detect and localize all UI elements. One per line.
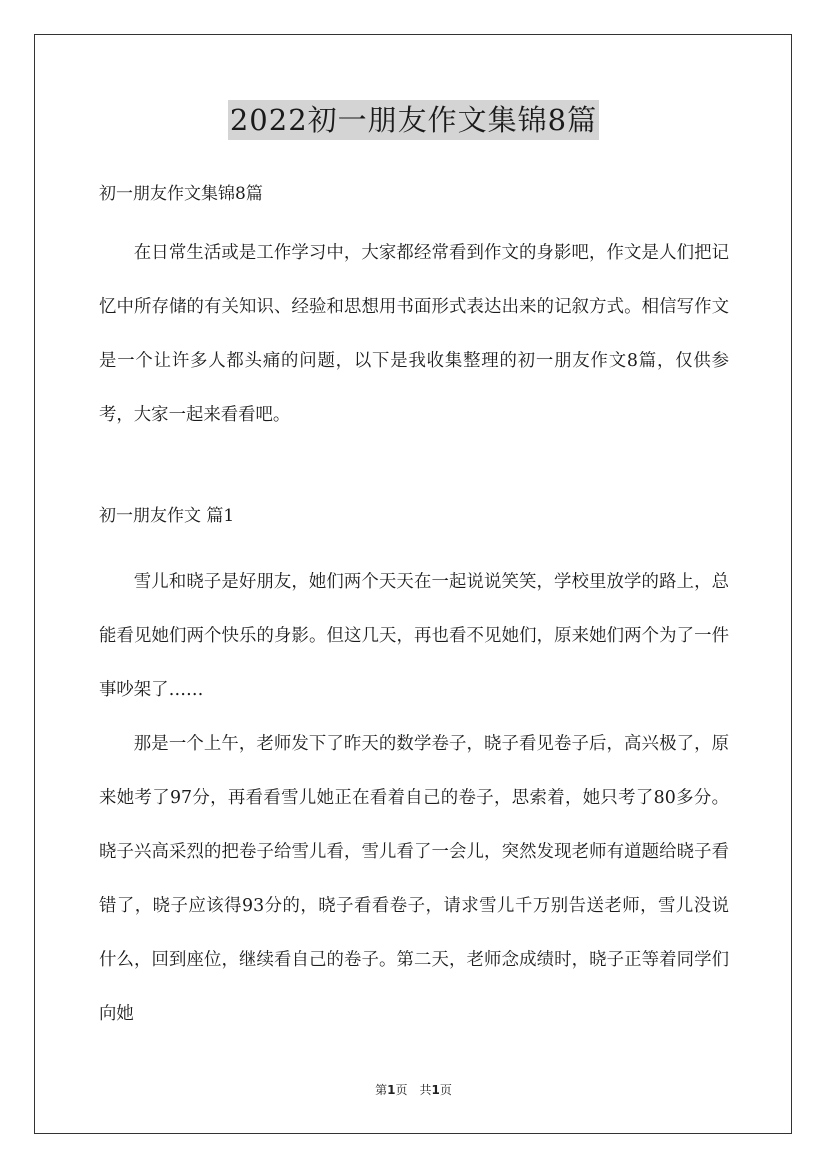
section-paragraph: 雪儿和晓子是好朋友，她们两个天天在一起说说笑笑，学校里放学的路上，总能看见她们两个快乐的身影。但这几天，再也看不见她们，原来她们两个为了一件事吵架了……: [99, 572, 729, 700]
document-title: 2022初一朋友作文集锦8篇: [228, 100, 599, 140]
total-label-suffix: 页: [439, 1083, 452, 1097]
page-number: 1: [387, 1083, 396, 1097]
section-paragraph: 那是一个上午，老师发下了昨天的数学卷子，晓子看见卷子后，高兴极了，原来她考了97分，再看看雪儿她正在看着自己的卷子，思索着，她只考了80多分。晓子兴高采烈的把卷子给雪儿看，雪儿看了一会儿，突然发现老师有道题给晓子看错了，晓子应该得93分的，晓子看看卷子，请求雪儿千万别告送老师，雪儿没说什么，回到座位，继续看自己的卷子。第二天，老师念成绩时，晓子正等着同学们向她: [99, 734, 729, 1024]
intro-paragraph: 在日常生活或是工作学习中，大家都经常看到作文的身影吧，作文是人们把记忆中所存储的有关知识、经验和思想用书面形式表达出来的记叙方式。相信写作文是一个让许多人都头痛的问题，以下是我收集整理的初一朋友作文8篇，仅供参考，大家一起来看看吧。: [99, 243, 729, 425]
document-subtitle: 初一朋友作文集锦8篇: [99, 184, 263, 204]
page-label-prefix: 第: [375, 1083, 388, 1097]
total-pages: 1: [431, 1083, 440, 1097]
document-body: [99, 172, 729, 1041]
total-label-prefix: 共: [419, 1083, 432, 1097]
page-footer: [0, 1082, 827, 1098]
page-label-suffix: 页: [395, 1083, 408, 1097]
section-heading: 初一朋友作文 篇1: [99, 506, 235, 526]
title-container: [0, 100, 827, 140]
